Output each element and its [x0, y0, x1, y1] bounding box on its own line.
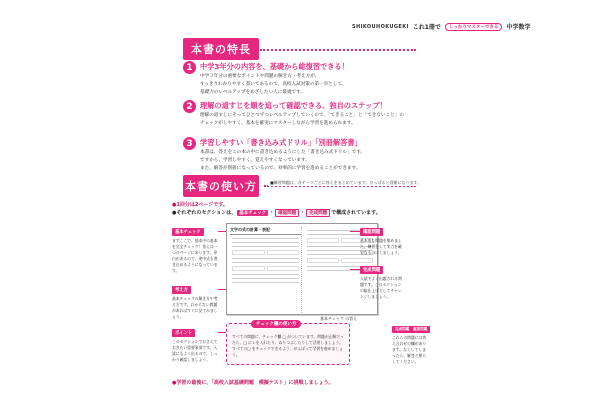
feature-body-line: すっきりわかりやすく書いてあるので、高校入試対策の第一歩として、: [200, 82, 347, 87]
subject-label: 中学数学: [506, 24, 531, 31]
feature-number: 1: [183, 61, 196, 74]
tip-heading: チェック欄の使い方: [251, 320, 301, 328]
label-approach: 考え方: [172, 286, 191, 294]
desc-practice: 基本的な問題を集めました。練習をして実力を確実なものにしましょう。: [360, 238, 402, 255]
series-badge: しっかりマスターできる: [445, 23, 503, 31]
label-basic-check: 基本チェック: [172, 228, 204, 236]
usage-note: ■練習問題は、各テーマごとに答えをまとめています。ひっぱると別冊になります。: [270, 180, 422, 185]
bullet-2-prefix: ●それぞれのセクションは、: [172, 210, 237, 216]
leader-line: [350, 269, 360, 270]
feature-body: [200, 112, 404, 128]
desc-approach: 基本チェックの解き方や考え方です。わからない問題があればすぐに見てみましょう。: [172, 296, 218, 319]
tip-body: すべての問題に、チェック欄 □ がついています。問題が正解だったら、□ にレを入れたり、ぬりつぶしたりして活用しましょう。すべての□ をチェックできるよう、がんばって学習を進めましょう。: [232, 334, 344, 357]
feature-body-line: ですから、学習しやすく、覚えやすくなっています。: [200, 158, 310, 163]
usage-title: 本書の使い方: [183, 175, 259, 197]
usage-bullet-3: ●学習の最後に、「高校入試基礎問題 模擬テスト」に挑戦しましょう。: [172, 380, 334, 386]
sample-page-title: 文字の式の計算・表記: [230, 227, 301, 235]
desc-point: このセクションでおさえておきたい重要事項です。入試にもよく出るので、しっかり確認しましょう。: [172, 339, 218, 362]
bullet-2-suffix: で構成されています。: [331, 210, 381, 216]
feature-heading: 中学3年分の内容を、基礎から総復習できる！: [200, 62, 349, 71]
feature-body-line: また、解答が別冊になっているので、効率的に学習を進めることができます。: [200, 166, 361, 171]
usage-bullet-1: ●1回分は2ページです。: [172, 202, 228, 208]
feature-number: 3: [183, 137, 196, 150]
feature-body: [200, 73, 347, 97]
feature-body-line: 理解の道すじにそってひとつずつレベルアップしていくので、「できること」と「できないこと」の: [200, 113, 404, 118]
feature-heading: 学習しやすい「書き込み式ドリル」「別冊解答書」: [200, 138, 362, 147]
usage-bullet-2: ●それぞれのセクションは、 基本チェック ・ 確認問題 ・ 完成問題 で構成されています。: [172, 210, 381, 216]
desc-advance: 入試でよく出題される問題です。このセクションの総仕上げとしてチャレンジしましょう。: [360, 276, 402, 299]
series-en: SHIKOUHOKUGEKI: [352, 23, 409, 30]
checkbox-tip-box: [226, 323, 350, 365]
tag-practice-small: 確認問題: [410, 326, 430, 333]
tag-basic-check: 基本チェック: [239, 211, 267, 216]
sample-page-left: [230, 227, 302, 313]
features-title: 本書の特長: [183, 38, 259, 60]
label-practice: 確認問題: [360, 228, 383, 236]
tag-advance-small: 完成問題: [392, 326, 412, 333]
usage-section: [160, 198, 430, 388]
series-ja: これ1冊で: [412, 24, 441, 31]
feature-body: [200, 149, 365, 173]
desc-basic-check: まずここで、基本中の基本を完全チェック！答えは一つのページにあります。余白があるので、途中式も書き込めるようになっています。: [172, 238, 218, 273]
tag-practice: 確認問題: [275, 209, 299, 217]
sample-caption: 基本チェック の答え: [320, 316, 358, 321]
label-advance: 完成問題: [360, 266, 383, 274]
features-divider: [260, 49, 416, 51]
leader-line: [350, 231, 360, 232]
feature-number: 2: [183, 100, 196, 113]
feature-body-line: チェックがしやすく、基本を確実にマスターしながら学習を進められます。: [200, 121, 356, 126]
feature-body-line: 本書は、答えをこの本の中に書き込めるようにした「書き込み式ドリル」です。: [200, 150, 366, 155]
running-header: [352, 22, 530, 31]
feature-body-line: 中学３年分の重要なポイントや問題の解き方・考え方が、: [200, 74, 320, 79]
answer-note: これらの問題には答え合わせの欄があります。なくしてしまったら、解答と照らしてください。: [392, 335, 427, 364]
label-point: ポイント: [172, 329, 195, 337]
feature-heading: 理解の道すじを順を追って確認できる、独自のステップ！: [200, 101, 387, 110]
feature-body-line: 基礎力のレベルアップをめざしたい人に最適です。: [200, 90, 305, 95]
tag-advance: 完成問題: [306, 209, 330, 217]
